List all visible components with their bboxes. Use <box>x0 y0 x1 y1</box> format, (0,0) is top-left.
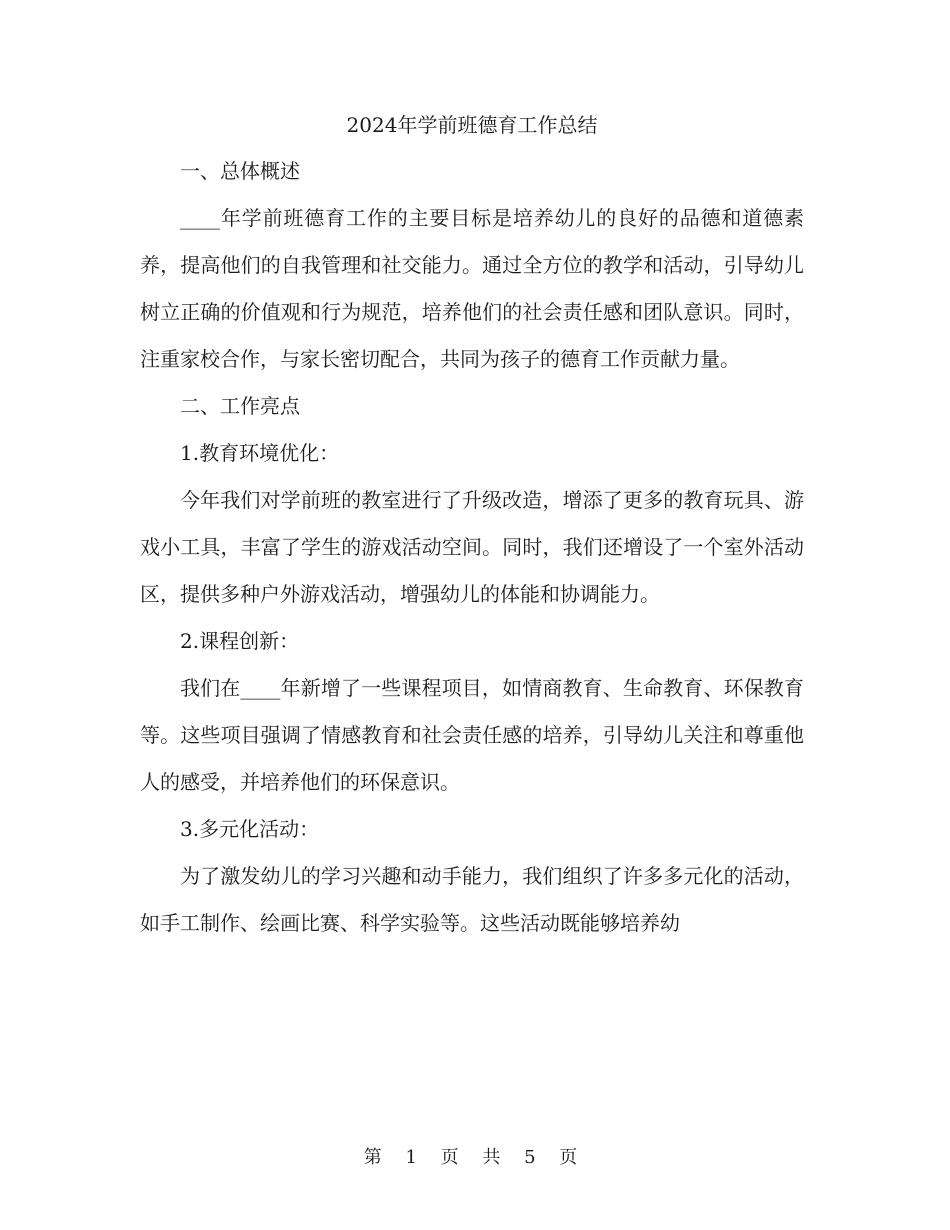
section-heading-overview: 一、总体概述 <box>180 159 300 183</box>
page-number-footer: 第 1 页 共 5 页 <box>363 1147 587 1168</box>
subheading-environment: 1.教育环境优化： <box>180 441 340 465</box>
subheading-activities: 3.多元化活动： <box>180 817 320 841</box>
document-body <box>140 102 804 947</box>
paragraph-environment: 今年我们对学前班的教室进行了升级改造，增添了更多的教育玩具、游戏小工具，丰富了学生的游戏活动空间。同时，我们还增设了一个室外活动区，提供多种户外游戏活动，增强幼儿的体能和协调能力。 <box>140 488 804 606</box>
paragraph-overview: ____年学前班德育工作的主要目标是培养幼儿的良好的品德和道德素养，提高他们的自我管理和社交能力。通过全方位的教学和活动，引导幼儿树立正确的价值观和行为规范，培养他们的社会责任感和团队意识。同时，注重家校合作，与家长密切配合，共同为孩子的德育工作贡献力量。 <box>140 206 804 371</box>
paragraph-curriculum: 我们在____年新增了一些课程项目，如情商教育、生命教育、环保教育等。这些项目强调了情感教育和社会责任感的培养，引导幼儿关注和尊重他人的感受，并培养他们的环保意识。 <box>140 676 804 794</box>
document-title: 2024年学前班德育工作总结 <box>346 113 598 137</box>
section-heading-highlights: 二、工作亮点 <box>180 394 300 418</box>
subheading-curriculum: 2.课程创新： <box>180 629 300 653</box>
paragraph-activities: 为了激发幼儿的学习兴趣和动手能力，我们组织了许多多元化的活动，如手工制作、绘画比赛、科学实验等。这些活动既能够培养幼 <box>140 864 804 935</box>
